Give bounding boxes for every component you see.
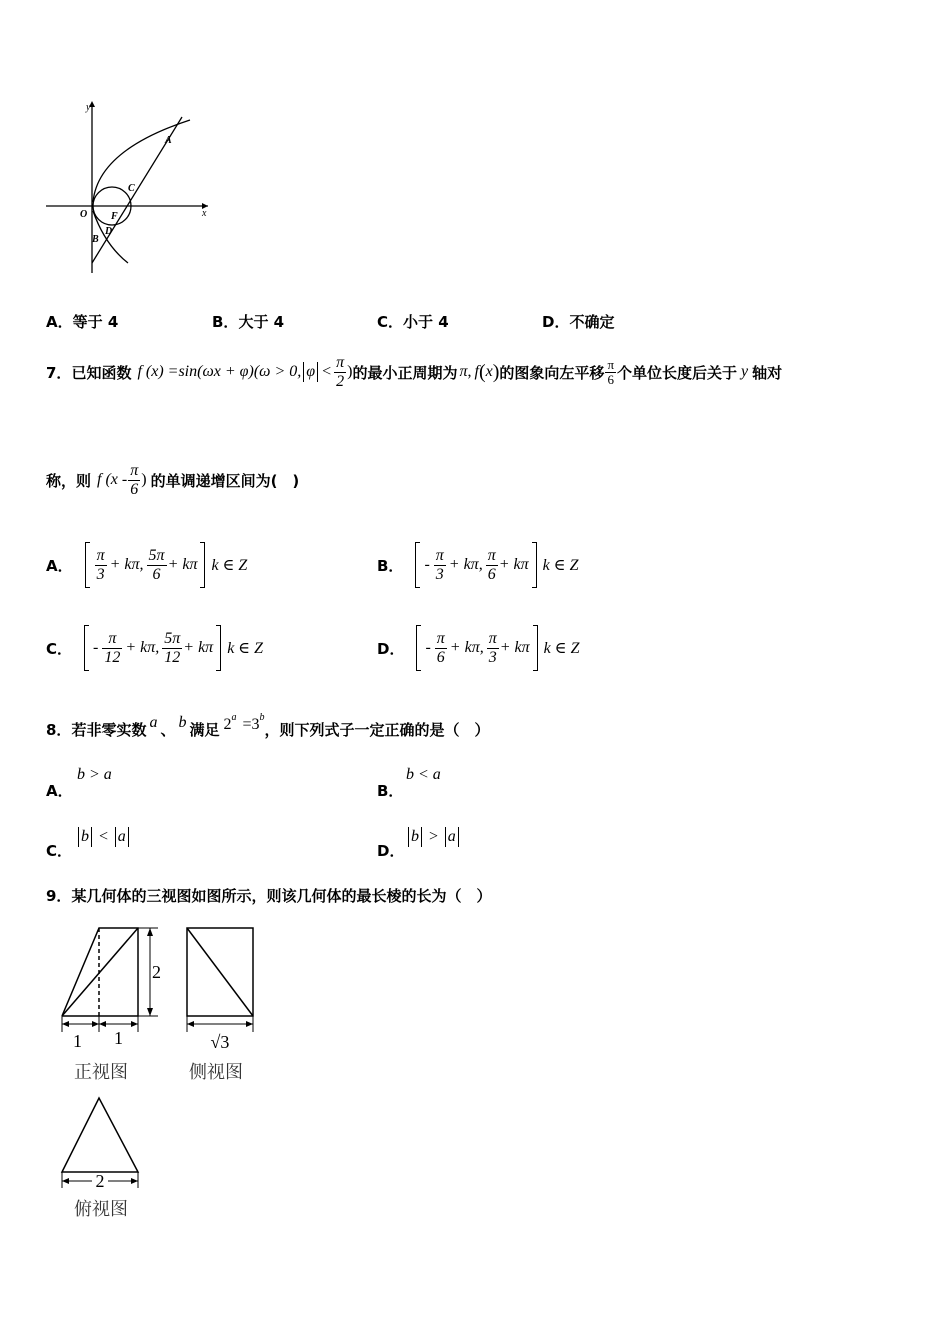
focus-label: F [111,211,118,222]
q7-stem-line1: 7． 已知函数 f (x) =sin(ωx + φ)(ω > 0, φ < $\frac{\pi}{2}$ ) 的最小正周期为 π , f ( x ) 的图象向左平移 $\frac{\pi}{6}$ 个单位长度后关于 y 轴对 [46,353,783,390]
front-caption: 正视图 [74,1062,128,1082]
q6-option-d[interactable]: D．不确定 [542,313,615,331]
q7-option-c[interactable]: C． - $\frac{\pi}{12}$ + kπ, $\frac{5\pi}{12}$ + kπ k ∈ Z [46,624,263,672]
point-a-label: A [165,135,172,146]
side-width-label: √3 [210,1032,230,1052]
q8-stem: 8． 若非零实数 a 、 b 满足 $2^a =3^b$ ，则下列式子一定正确的是（ ） [46,712,490,739]
q9-stem: 9．某几何体的三视图如图所示，则该几何体的最长棱的长为（ ） [46,887,492,905]
side-caption: 侧视图 [189,1062,243,1082]
origin-label: O [80,209,88,220]
q6-option-a[interactable]: A．等于 4 [46,313,119,331]
q7-option-d[interactable]: D． - $\frac{\pi}{6}$ + kπ, $\frac{\pi}{3}$ + kπ k ∈ Z [377,624,580,672]
top-width-label: 2 [95,1171,105,1191]
q6-option-b[interactable]: B．大于 4 [212,313,285,331]
q8-option-c[interactable]: C． b < a [46,825,246,861]
front-width2-label: 1 [114,1028,123,1048]
q7-option-a[interactable]: A． $\frac{\pi}{3}$ + kπ, $\frac{5\pi}{6}$ + kπ k ∈ Z [46,541,247,589]
point-b-label: B [92,234,99,245]
point-d-label: D [105,226,113,237]
front-height-label: 2 [152,962,161,982]
front-width1-label: 1 [73,1031,82,1051]
point-c-label: C [128,183,135,194]
side-diagonal [187,928,253,1016]
fraction-pi-over-2: $\frac{\pi}{2}$ [336,353,345,390]
top-caption: 俯视图 [74,1199,128,1219]
top-outline [62,1098,138,1172]
parabola-figure [40,95,220,280]
fraction-pi-over-6: $\frac{\pi}{6}$ [607,356,615,387]
side-view [187,928,253,1032]
q7-option-b[interactable]: B． - $\frac{\pi}{3}$ + kπ, $\frac{\pi}{6}$ + kπ k ∈ Z [377,541,578,589]
q8-option-d[interactable]: D． b > a [377,825,577,861]
parabola-upper [93,120,190,202]
fraction-pi-over-6-b: $\frac{\pi}{6}$ [130,461,139,498]
front-view [62,928,158,1032]
y-label: y [86,102,91,113]
q6-option-c[interactable]: C．小于 4 [377,313,449,331]
x-label: x [202,208,207,219]
q7-stem-line2: 称，则 f (x - $\frac{\pi}{6}$ ) 的单调递增区间为( ) [46,461,300,498]
three-view-figure [52,920,272,1230]
front-diagonal [62,928,138,1016]
